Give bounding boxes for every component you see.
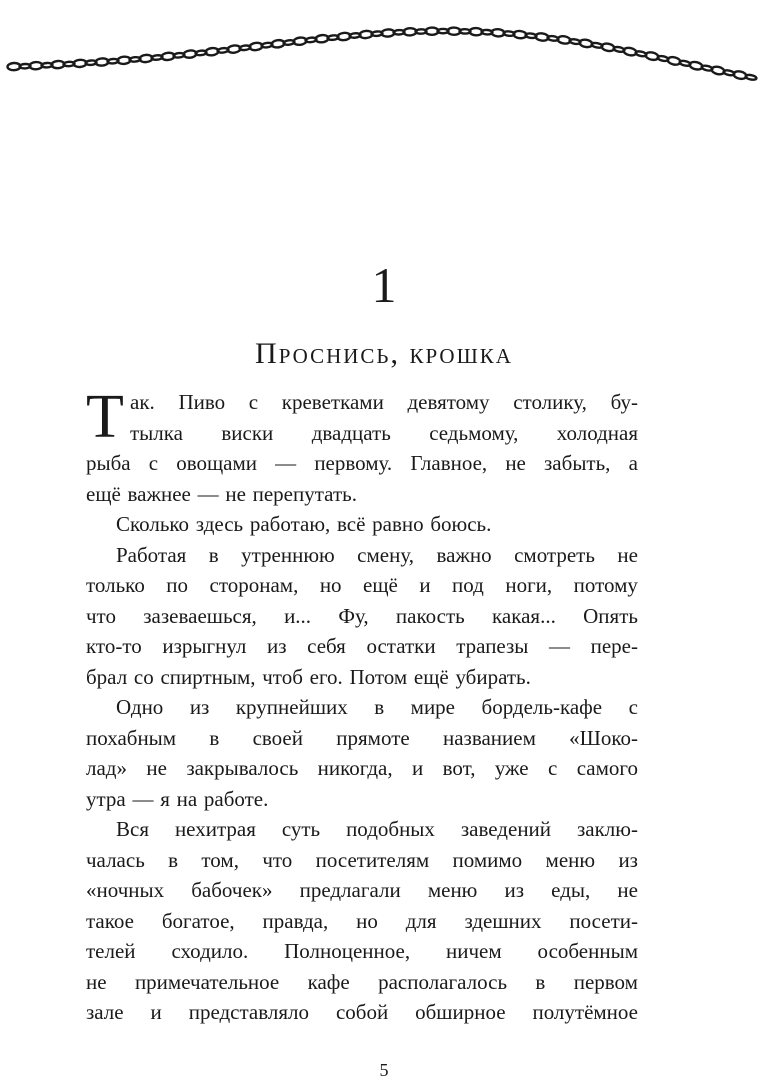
page-number: 5 bbox=[379, 1060, 389, 1080]
word: и... bbox=[284, 603, 312, 628]
text-line bbox=[86, 479, 638, 510]
text-line bbox=[86, 570, 638, 601]
word: вот, bbox=[442, 756, 476, 780]
chain-ornament bbox=[0, 0, 768, 130]
word: сходило. bbox=[171, 939, 249, 963]
word: изрыгнул bbox=[162, 634, 247, 658]
word: Опять bbox=[583, 603, 638, 628]
word: что bbox=[262, 847, 293, 872]
word: зале bbox=[86, 1000, 124, 1024]
text-line bbox=[86, 418, 638, 449]
word: себя bbox=[307, 634, 346, 658]
word: заведений bbox=[460, 817, 552, 841]
word: смену, bbox=[357, 542, 414, 567]
word: брал bbox=[86, 664, 128, 689]
body-text bbox=[86, 383, 638, 1028]
word: представляло bbox=[188, 1000, 310, 1024]
word: предлагали bbox=[299, 878, 401, 902]
word: подобных bbox=[346, 817, 435, 841]
word: с bbox=[547, 756, 558, 780]
word: названием bbox=[442, 725, 536, 750]
word: в bbox=[208, 542, 219, 567]
word: Пиво bbox=[178, 390, 226, 414]
word: но bbox=[319, 573, 342, 597]
word: убирать. bbox=[455, 664, 531, 689]
text-line bbox=[86, 509, 638, 540]
word: нехитрая bbox=[174, 817, 256, 841]
word: Вся bbox=[116, 817, 149, 841]
word: правда, bbox=[262, 908, 329, 933]
word: располагалось bbox=[378, 969, 508, 994]
word: бу- bbox=[610, 390, 638, 414]
word: кафе bbox=[307, 969, 350, 994]
word: еды, bbox=[551, 878, 591, 902]
word: только bbox=[86, 573, 145, 597]
word: сторонам, bbox=[209, 573, 299, 597]
word: со bbox=[133, 664, 154, 689]
word: том, bbox=[201, 847, 239, 872]
text-line bbox=[86, 906, 638, 937]
text-line bbox=[86, 692, 638, 723]
word: чтоб bbox=[262, 664, 303, 689]
word: и bbox=[419, 573, 431, 597]
word: важнее bbox=[127, 481, 191, 506]
word: первом bbox=[573, 969, 638, 994]
word: мире bbox=[410, 695, 456, 719]
word: лад» bbox=[86, 756, 127, 780]
word: для bbox=[405, 908, 437, 933]
word: Одно bbox=[116, 695, 164, 719]
word: похабным bbox=[86, 725, 177, 750]
word: чалась bbox=[86, 847, 145, 872]
text-line bbox=[86, 814, 638, 845]
word: ещё bbox=[86, 481, 121, 506]
text-line bbox=[86, 936, 638, 967]
word: кто-то bbox=[86, 634, 142, 658]
word: в bbox=[209, 725, 220, 750]
word: его. bbox=[309, 664, 343, 689]
word: на bbox=[176, 786, 198, 811]
word: важно bbox=[436, 542, 492, 567]
word: не bbox=[617, 878, 638, 902]
word: «ночных bbox=[86, 878, 165, 902]
word: рыба bbox=[86, 451, 131, 475]
word: посети- bbox=[569, 908, 638, 933]
word: Работая bbox=[116, 542, 187, 567]
word: Фу, bbox=[338, 603, 369, 628]
drop-cap: Т bbox=[86, 383, 124, 451]
word: примечательное bbox=[134, 969, 280, 994]
word: двадцать bbox=[311, 420, 391, 445]
word: что bbox=[86, 603, 116, 628]
word: — bbox=[197, 481, 219, 506]
word: и bbox=[150, 1000, 162, 1024]
word: особенным bbox=[537, 939, 638, 963]
word: из bbox=[618, 847, 638, 872]
word: зазеваешься, bbox=[143, 603, 257, 628]
text-line bbox=[86, 631, 638, 662]
word: из bbox=[189, 695, 210, 719]
word: утра bbox=[86, 786, 126, 811]
word: работаю, bbox=[249, 512, 331, 536]
word: не bbox=[225, 481, 246, 506]
word: седьмому, bbox=[429, 420, 519, 445]
word: Сколько bbox=[116, 512, 190, 536]
text-line bbox=[86, 387, 638, 418]
word: по bbox=[166, 573, 189, 597]
word: полутёмное bbox=[532, 1000, 638, 1024]
word: равно bbox=[372, 512, 424, 536]
word: в bbox=[374, 695, 385, 719]
word: своей bbox=[252, 725, 303, 750]
word: утреннюю bbox=[241, 542, 335, 567]
word: собой bbox=[335, 1000, 389, 1024]
word: смотреть bbox=[514, 542, 595, 567]
word: с bbox=[148, 451, 159, 475]
word: пере- bbox=[590, 634, 638, 658]
word: Полноценное, bbox=[284, 939, 411, 963]
word: закрывалось bbox=[186, 756, 299, 780]
word: под bbox=[452, 573, 484, 597]
word: из bbox=[266, 634, 287, 658]
word: пакость bbox=[395, 603, 465, 628]
text-line bbox=[86, 845, 638, 876]
word: остатки bbox=[366, 634, 436, 658]
word: прямоте bbox=[336, 725, 410, 750]
word: суть bbox=[281, 817, 321, 841]
text-line bbox=[86, 784, 638, 815]
chain-link bbox=[745, 74, 757, 80]
word: ещё bbox=[363, 573, 398, 597]
word: — bbox=[549, 634, 571, 658]
word: Потом bbox=[349, 664, 408, 689]
word: обширное bbox=[415, 1000, 506, 1024]
word: бабочек» bbox=[191, 878, 273, 902]
text-line bbox=[86, 967, 638, 998]
word: ак. bbox=[130, 390, 155, 414]
chapter-title: Проснись, крошка bbox=[255, 337, 513, 370]
word: забыть, bbox=[544, 451, 611, 475]
word: здесь bbox=[195, 512, 244, 536]
word: — bbox=[275, 451, 297, 475]
word: какая... bbox=[492, 603, 556, 628]
word: здешних bbox=[464, 908, 542, 933]
word: и bbox=[411, 756, 424, 780]
word: всё bbox=[336, 512, 366, 536]
word: ещё bbox=[413, 664, 449, 689]
chapter-number: 1 bbox=[371, 257, 397, 313]
word: самого bbox=[576, 756, 638, 780]
text-line bbox=[86, 540, 638, 571]
word: богатое, bbox=[161, 908, 235, 933]
word: заклю- bbox=[576, 817, 638, 841]
word: меню bbox=[545, 847, 596, 872]
word: холодная bbox=[556, 420, 638, 445]
word: ноги, bbox=[505, 573, 553, 597]
word: девятому bbox=[407, 390, 490, 414]
word: боюсь. bbox=[430, 512, 492, 536]
word: спиртным, bbox=[160, 664, 256, 689]
word: виски bbox=[221, 420, 274, 445]
word: трапезы bbox=[456, 634, 529, 658]
word: первому. bbox=[314, 451, 393, 475]
word: в bbox=[535, 969, 546, 994]
word: посетителям bbox=[315, 847, 430, 872]
text-line bbox=[86, 723, 638, 754]
word: помимо bbox=[452, 847, 523, 872]
word: Главное, bbox=[410, 451, 488, 475]
word: «Шоко- bbox=[569, 725, 638, 750]
word: уже bbox=[494, 756, 529, 780]
word: с bbox=[628, 695, 638, 719]
text-line bbox=[86, 601, 638, 632]
word: меню bbox=[427, 878, 478, 902]
word: такое bbox=[86, 908, 134, 933]
text-line bbox=[86, 997, 638, 1028]
word: я bbox=[160, 786, 170, 811]
text-line bbox=[86, 753, 638, 784]
word: не bbox=[146, 756, 167, 780]
text-line bbox=[86, 662, 638, 693]
word: телей bbox=[86, 939, 136, 963]
word: не bbox=[617, 542, 638, 567]
word: с bbox=[248, 390, 259, 414]
word: тылка bbox=[130, 420, 183, 445]
word: бордель-кафе bbox=[481, 695, 603, 719]
word: работе. bbox=[203, 786, 269, 811]
word: крупнейших bbox=[235, 695, 348, 719]
word: ничем bbox=[446, 939, 502, 963]
word: — bbox=[132, 786, 154, 811]
word: овощами bbox=[176, 451, 258, 475]
word: перепутать. bbox=[252, 481, 357, 506]
word: потому bbox=[573, 573, 638, 597]
word: никогда, bbox=[317, 756, 393, 780]
word: столику, bbox=[513, 390, 587, 414]
text-line bbox=[86, 448, 638, 479]
word: но bbox=[356, 908, 378, 933]
word: из bbox=[504, 878, 525, 902]
word: креветками bbox=[281, 390, 384, 414]
word: а bbox=[628, 451, 638, 475]
word: не bbox=[505, 451, 526, 475]
text-line bbox=[86, 875, 638, 906]
word: не bbox=[86, 969, 107, 994]
word: в bbox=[168, 847, 179, 872]
